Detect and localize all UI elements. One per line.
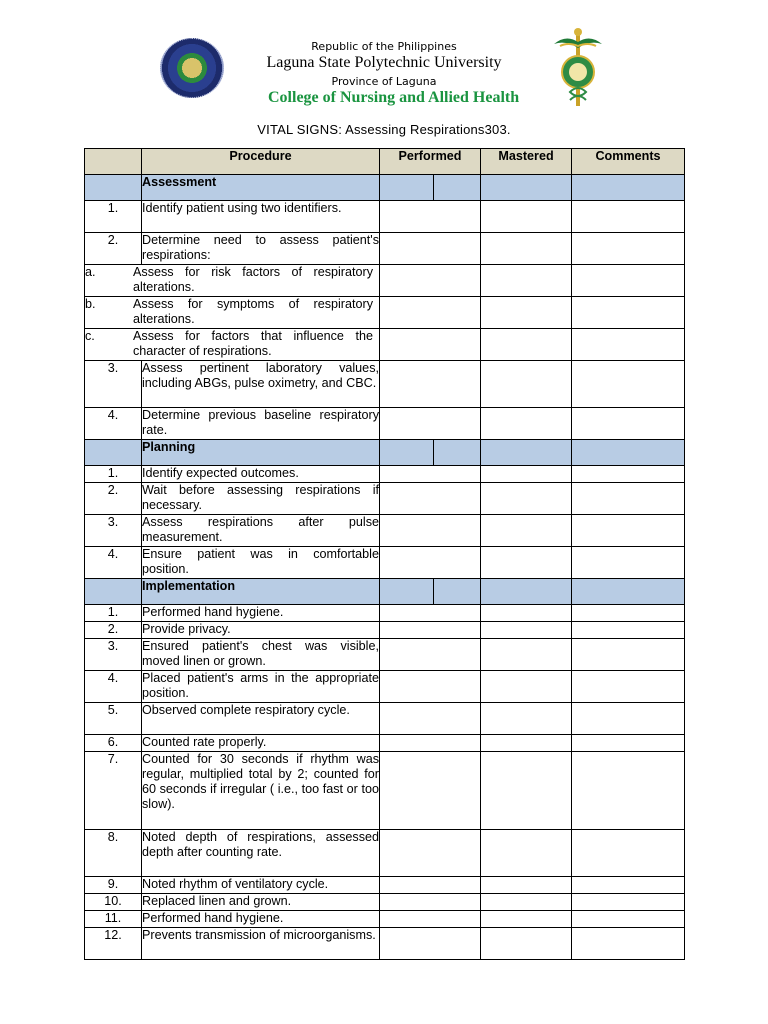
section-title: Implementation	[142, 579, 380, 605]
step-number: 3.	[85, 515, 142, 547]
step-text: Replaced linen and grown.	[142, 894, 380, 911]
step-number: 1.	[85, 201, 142, 233]
step-text: Prevents transmission of microorganisms.	[142, 928, 380, 960]
table-row	[85, 703, 685, 735]
step-text: Determine need to assess patient's respirations:	[142, 233, 380, 265]
performed-column-header: Performed	[380, 149, 481, 175]
table-row	[85, 911, 685, 928]
procedure-column-header: Procedure	[142, 149, 380, 175]
performed-cell[interactable]	[380, 877, 481, 894]
section-blank-cell	[572, 440, 685, 466]
step-text: Ensured patient's chest was visible, moved linen or grown.	[142, 639, 380, 671]
performed-cell[interactable]	[380, 671, 481, 703]
mastered-cell[interactable]	[481, 483, 572, 515]
performed-cell[interactable]	[380, 265, 481, 297]
table-row	[85, 671, 685, 703]
section-blank-cell	[434, 175, 481, 201]
section-blank-cell	[434, 579, 481, 605]
mastered-column-header: Mastered	[481, 149, 572, 175]
table-row	[85, 408, 685, 440]
performed-cell[interactable]	[380, 483, 481, 515]
comments-cell[interactable]	[572, 894, 685, 911]
mastered-cell[interactable]	[481, 928, 572, 960]
table-row	[85, 830, 685, 877]
step-cell	[85, 329, 380, 361]
step-text: Assess pertinent laboratory values, including ABGs, pulse oximetry, and CBC.	[142, 361, 380, 408]
step-number: 3.	[85, 639, 142, 671]
table-row	[85, 735, 685, 752]
comments-cell[interactable]	[572, 703, 685, 735]
step-text: Counted for 30 seconds if rhythm was regular, multiplied total by 2; counted for 60 seconds if irregular ( i.e., too fast or too slow).	[142, 752, 380, 830]
mastered-cell[interactable]	[481, 911, 572, 928]
mastered-cell[interactable]	[481, 877, 572, 894]
step-number: c.	[85, 329, 95, 343]
comments-cell[interactable]	[572, 408, 685, 440]
mastered-cell[interactable]	[481, 265, 572, 297]
comments-cell[interactable]	[572, 639, 685, 671]
comments-cell[interactable]	[572, 605, 685, 622]
comments-cell[interactable]	[572, 483, 685, 515]
table-row	[85, 547, 685, 579]
section-row-implementation	[85, 579, 685, 605]
comments-cell[interactable]	[572, 201, 685, 233]
comments-cell[interactable]	[572, 265, 685, 297]
performed-cell[interactable]	[380, 515, 481, 547]
table-header-row	[85, 149, 685, 175]
mastered-cell[interactable]	[481, 547, 572, 579]
checklist-body	[85, 175, 685, 960]
step-number: 11.	[85, 911, 142, 928]
step-cell	[85, 265, 380, 297]
comments-column-header: Comments	[572, 149, 685, 175]
performed-cell[interactable]	[380, 605, 481, 622]
table-row	[85, 201, 685, 233]
step-number: 10.	[85, 894, 142, 911]
section-blank-cell	[434, 440, 481, 466]
comments-cell[interactable]	[572, 752, 685, 830]
comments-cell[interactable]	[572, 329, 685, 361]
number-column-header	[85, 149, 142, 175]
performed-cell[interactable]	[380, 547, 481, 579]
mastered-cell[interactable]	[481, 605, 572, 622]
mastered-cell[interactable]	[481, 671, 572, 703]
mastered-cell[interactable]	[481, 752, 572, 830]
step-number: 9.	[85, 877, 142, 894]
step-text: Wait before assessing respirations if necessary.	[142, 483, 380, 515]
step-number: 12.	[85, 928, 142, 960]
step-text: Assess for risk factors of respiratory alterations.	[133, 265, 373, 294]
comments-cell[interactable]	[572, 911, 685, 928]
performed-cell[interactable]	[380, 703, 481, 735]
section-blank-cell	[85, 579, 142, 605]
section-title: Planning	[142, 440, 380, 466]
performed-cell[interactable]	[380, 830, 481, 877]
mastered-cell[interactable]	[481, 233, 572, 265]
step-number: 2.	[85, 483, 142, 515]
step-text: Assess for symptoms of respiratory alterations.	[133, 297, 373, 326]
performed-cell[interactable]	[380, 911, 481, 928]
step-number: 1.	[85, 466, 142, 483]
mastered-cell[interactable]	[481, 735, 572, 752]
comments-cell[interactable]	[572, 547, 685, 579]
mastered-cell[interactable]	[481, 408, 572, 440]
step-text: Performed hand hygiene.	[142, 911, 380, 928]
section-blank-cell	[380, 175, 434, 201]
comments-cell[interactable]	[572, 928, 685, 960]
mastered-cell[interactable]	[481, 329, 572, 361]
performed-cell[interactable]	[380, 639, 481, 671]
step-number: 3.	[85, 361, 142, 408]
performed-cell[interactable]	[380, 894, 481, 911]
step-cell	[85, 297, 380, 329]
mastered-cell[interactable]	[481, 201, 572, 233]
mastered-cell[interactable]	[481, 894, 572, 911]
table-row	[85, 894, 685, 911]
table-row	[85, 265, 685, 297]
procedure-checklist-table	[84, 148, 685, 960]
comments-cell[interactable]	[572, 297, 685, 329]
mastered-cell[interactable]	[481, 297, 572, 329]
mastered-cell[interactable]	[481, 703, 572, 735]
mastered-cell[interactable]	[481, 830, 572, 877]
performed-cell[interactable]	[380, 735, 481, 752]
table-row	[85, 329, 685, 361]
step-text: Assess respirations after pulse measurement.	[142, 515, 380, 547]
comments-cell[interactable]	[572, 735, 685, 752]
step-number: 4.	[85, 547, 142, 579]
province-line: Province of Laguna	[331, 75, 437, 88]
performed-cell[interactable]	[380, 297, 481, 329]
college-name: College of Nursing and Allied Health	[268, 89, 520, 106]
table-row	[85, 515, 685, 547]
document-title: VITAL SIGNS: Assessing Respirations303.	[257, 122, 511, 137]
performed-cell[interactable]	[380, 233, 481, 265]
step-number: 8.	[85, 830, 142, 877]
section-blank-cell	[572, 175, 685, 201]
table-row	[85, 928, 685, 960]
table-row	[85, 297, 685, 329]
step-text: Assess for factors that influence the character of respirations.	[133, 329, 373, 358]
mastered-cell[interactable]	[481, 622, 572, 639]
performed-cell[interactable]	[380, 752, 481, 830]
section-blank-cell	[380, 579, 434, 605]
mastered-cell[interactable]	[481, 515, 572, 547]
comments-cell[interactable]	[572, 830, 685, 877]
republic-line: Republic of the Philippines	[311, 40, 457, 53]
table-row	[85, 483, 685, 515]
section-blank-cell	[85, 440, 142, 466]
step-number: 4.	[85, 408, 142, 440]
performed-cell[interactable]	[380, 466, 481, 483]
step-text: Noted rhythm of ventilatory cycle.	[142, 877, 380, 894]
performed-cell[interactable]	[380, 928, 481, 960]
step-text: Performed hand hygiene.	[142, 605, 380, 622]
step-text: Identify patient using two identifiers.	[142, 201, 380, 233]
performed-cell[interactable]	[380, 361, 481, 408]
document-header	[0, 0, 768, 118]
step-number: 2.	[85, 233, 142, 265]
comments-cell[interactable]	[572, 233, 685, 265]
step-text: Noted depth of respirations, assessed depth after counting rate.	[142, 830, 380, 877]
comments-cell[interactable]	[572, 361, 685, 408]
table-row	[85, 622, 685, 639]
section-title: Assessment	[142, 175, 380, 201]
step-text: Placed patient's arms in the appropriate position.	[142, 671, 380, 703]
step-text: Identify expected outcomes.	[142, 466, 380, 483]
mastered-cell[interactable]	[481, 361, 572, 408]
section-blank-cell	[481, 175, 572, 201]
comments-cell[interactable]	[572, 671, 685, 703]
step-number: 2.	[85, 622, 142, 639]
section-blank-cell	[481, 440, 572, 466]
section-blank-cell	[85, 175, 142, 201]
performed-cell[interactable]	[380, 201, 481, 233]
comments-cell[interactable]	[572, 877, 685, 894]
university-name: Laguna State Polytechnic University	[266, 54, 502, 71]
table-row	[85, 605, 685, 622]
performed-cell[interactable]	[380, 408, 481, 440]
section-blank-cell	[572, 579, 685, 605]
table-row	[85, 752, 685, 830]
step-number: b.	[85, 297, 96, 311]
step-number: 1.	[85, 605, 142, 622]
step-number: a.	[85, 265, 96, 279]
section-blank-cell	[481, 579, 572, 605]
step-text: Ensure patient was in comfortable position.	[142, 547, 380, 579]
table-row	[85, 361, 685, 408]
step-number: 6.	[85, 735, 142, 752]
step-text: Counted rate properly.	[142, 735, 380, 752]
table-row	[85, 233, 685, 265]
mastered-cell[interactable]	[481, 466, 572, 483]
step-text: Determine previous baseline respiratory rate.	[142, 408, 380, 440]
section-blank-cell	[380, 440, 434, 466]
step-text: Observed complete respiratory cycle.	[142, 703, 380, 735]
comments-cell[interactable]	[572, 622, 685, 639]
step-number: 7.	[85, 752, 142, 830]
mastered-cell[interactable]	[481, 639, 572, 671]
section-row-assessment	[85, 175, 685, 201]
performed-cell[interactable]	[380, 622, 481, 639]
performed-cell[interactable]	[380, 329, 481, 361]
comments-cell[interactable]	[572, 466, 685, 483]
comments-cell[interactable]	[572, 515, 685, 547]
step-text: Provide privacy.	[142, 622, 380, 639]
table-row	[85, 466, 685, 483]
table-row	[85, 877, 685, 894]
step-number: 5.	[85, 703, 142, 735]
table-row	[85, 639, 685, 671]
step-number: 4.	[85, 671, 142, 703]
section-row-planning	[85, 440, 685, 466]
